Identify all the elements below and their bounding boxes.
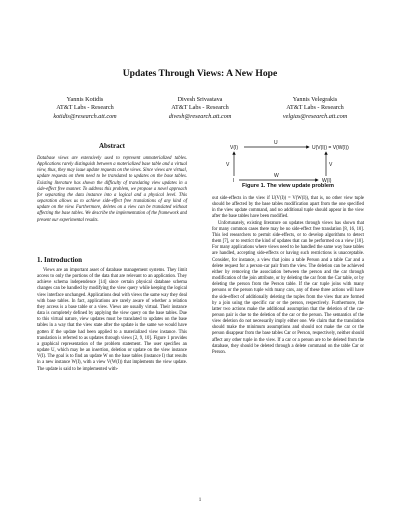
figure-arrow-label-v-left: V <box>226 162 230 168</box>
paragraph: out side-effects in the view if U(V(I)) = V(W(I)), that is, no other view tuple should be affected by the base tables modification apart from the one specified in the view update command, and no additional tuple should appear in the view after the base tables have been modified. <box>212 196 364 220</box>
author-block <box>30 96 370 121</box>
section-heading-introduction: 1. Introduction <box>37 256 82 264</box>
author-email: kotidis@research.att.com <box>53 112 117 120</box>
figure-node-instance: I <box>233 178 235 184</box>
paragraph: Views are an important asset of database management systems. They limit access to only the portions of the data that are relevant to an application. They achieve schema independence [14] since certain physical database schema changes can be handled by modifying the view query while keeping the logical view interface unchanged. Applications deal with views the same way they deal with base tables. In fact, applications are rarely aware of whether a relation they access is a base table or a view. Views are usually virtual. Their instance data is completely defined by applying the view query on the base tables. Due to this virtual nature, view updates must be translated to updates on the base tables in a way that the view state after the update is the same we would have gotten if the update had been applied to a materialized view instance. This translation is referred to as updates through views [2, 9, 10]. Figure 1 provides a graphical representation of the problem statement. The user specifies an update U, which may be an insertion, deletion or update on the view instance V(I). The goal is to find an update W on the base tables (instance I) that results in a new instance W(I), with a view V(W(I)) that implements the view update. The update is said to be implemented with- <box>37 268 187 372</box>
figure-caption: Figure 1. The view update problem <box>241 183 334 189</box>
figure-arrow-label-u: U <box>274 140 278 146</box>
author-email: velgias@research.att.com <box>282 112 348 120</box>
abstract-heading: Abstract <box>98 142 126 150</box>
author-name: Divesh Srivastava <box>177 96 223 103</box>
page-number: 1 <box>198 498 202 503</box>
abstract-text: Database views are extensively used to represent unmaterialized tables. Applications rarely distinguish between a materialized base table and a virtual view, thus, they may issue update requests on the views. Since views are virtual, update requests on them need to be translated to updates on the base tables. Existing literature has shown the difficulty of translating view updates in a side-effect free manner. To address this problem, we propose a novel approach for separating the data instance into a logical and a physical level. This separation allows us to achieve side-effect free translations of any kind of update on the view. Furthermore, deletes on a view can be translated without affecting the base tables. We describe the implementation of the framework and present our experimental results. <box>37 156 187 223</box>
figure-arrow-label-v-right: V <box>329 162 333 168</box>
author-name: Yannis Velegrakis <box>292 96 338 103</box>
author-affiliation: AT&T Labs - Research <box>56 104 114 112</box>
author-2 <box>145 96 255 121</box>
author-3 <box>260 96 370 121</box>
paragraph: Unfortunately, existing literature on updates through views has shown that for many common cases there may be no side-effect free translation [8, 16, 10]. This led researchers to permit side-effects, or to develop algorithms to detect them [7], or to restrict the kind of updates that can be performed on a view [10]. For many applications where views need to be handled the same way base tables are handled, accepting side-effects or having such restrictions is unacceptable. Consider, for instance, a view that joins a table Person and a table Car and a delete request for a person-car pair from the view. The deletion can be achieved either by removing the association between the person and the car through modification of the join attribute, or by deleting the car from the Car table, or by deleting the person from the Person table. If the car tuple joins with many persons or the person tuple with many cars, any of these three actions will have the side-effect of additionally deleting the tuples from the view that are formed by a join using the specific car or the person, respectively. Furthermore, the latter two actions make the additional assumption that the deletion of the car-person pair is due to the deletion of the car or the person. The semantics of the view deletion do not necessarily imply either one. We claim that the translation should make the minimum assumptions and should not make the car or the person disappear from the base tables Car or Person, respectively, neither should affect any other tuple in the view. If a car or a person are to be deleted from the database, they should be deleted through a delete command on the table Car or Person. <box>212 220 364 355</box>
right-column-body <box>212 196 364 356</box>
figure-node-updated-instance: W(I) <box>322 178 332 184</box>
author-1 <box>30 96 140 121</box>
author-email: divesh@research.att.com <box>168 112 232 120</box>
paper-title: Updates Through Views: A New Hope <box>122 68 278 79</box>
author-affiliation: AT&T Labs - Research <box>286 104 344 112</box>
figure-node-updated-view: U(V(I)) = V(W(I)) <box>312 145 349 151</box>
author-affiliation: AT&T Labs - Research <box>171 104 229 112</box>
figure-arrow-label-w: W <box>274 173 279 179</box>
author-name: Yannis Kotidis <box>66 96 104 103</box>
figure-node-view: V(I) <box>230 145 239 151</box>
introduction-body <box>37 268 187 373</box>
